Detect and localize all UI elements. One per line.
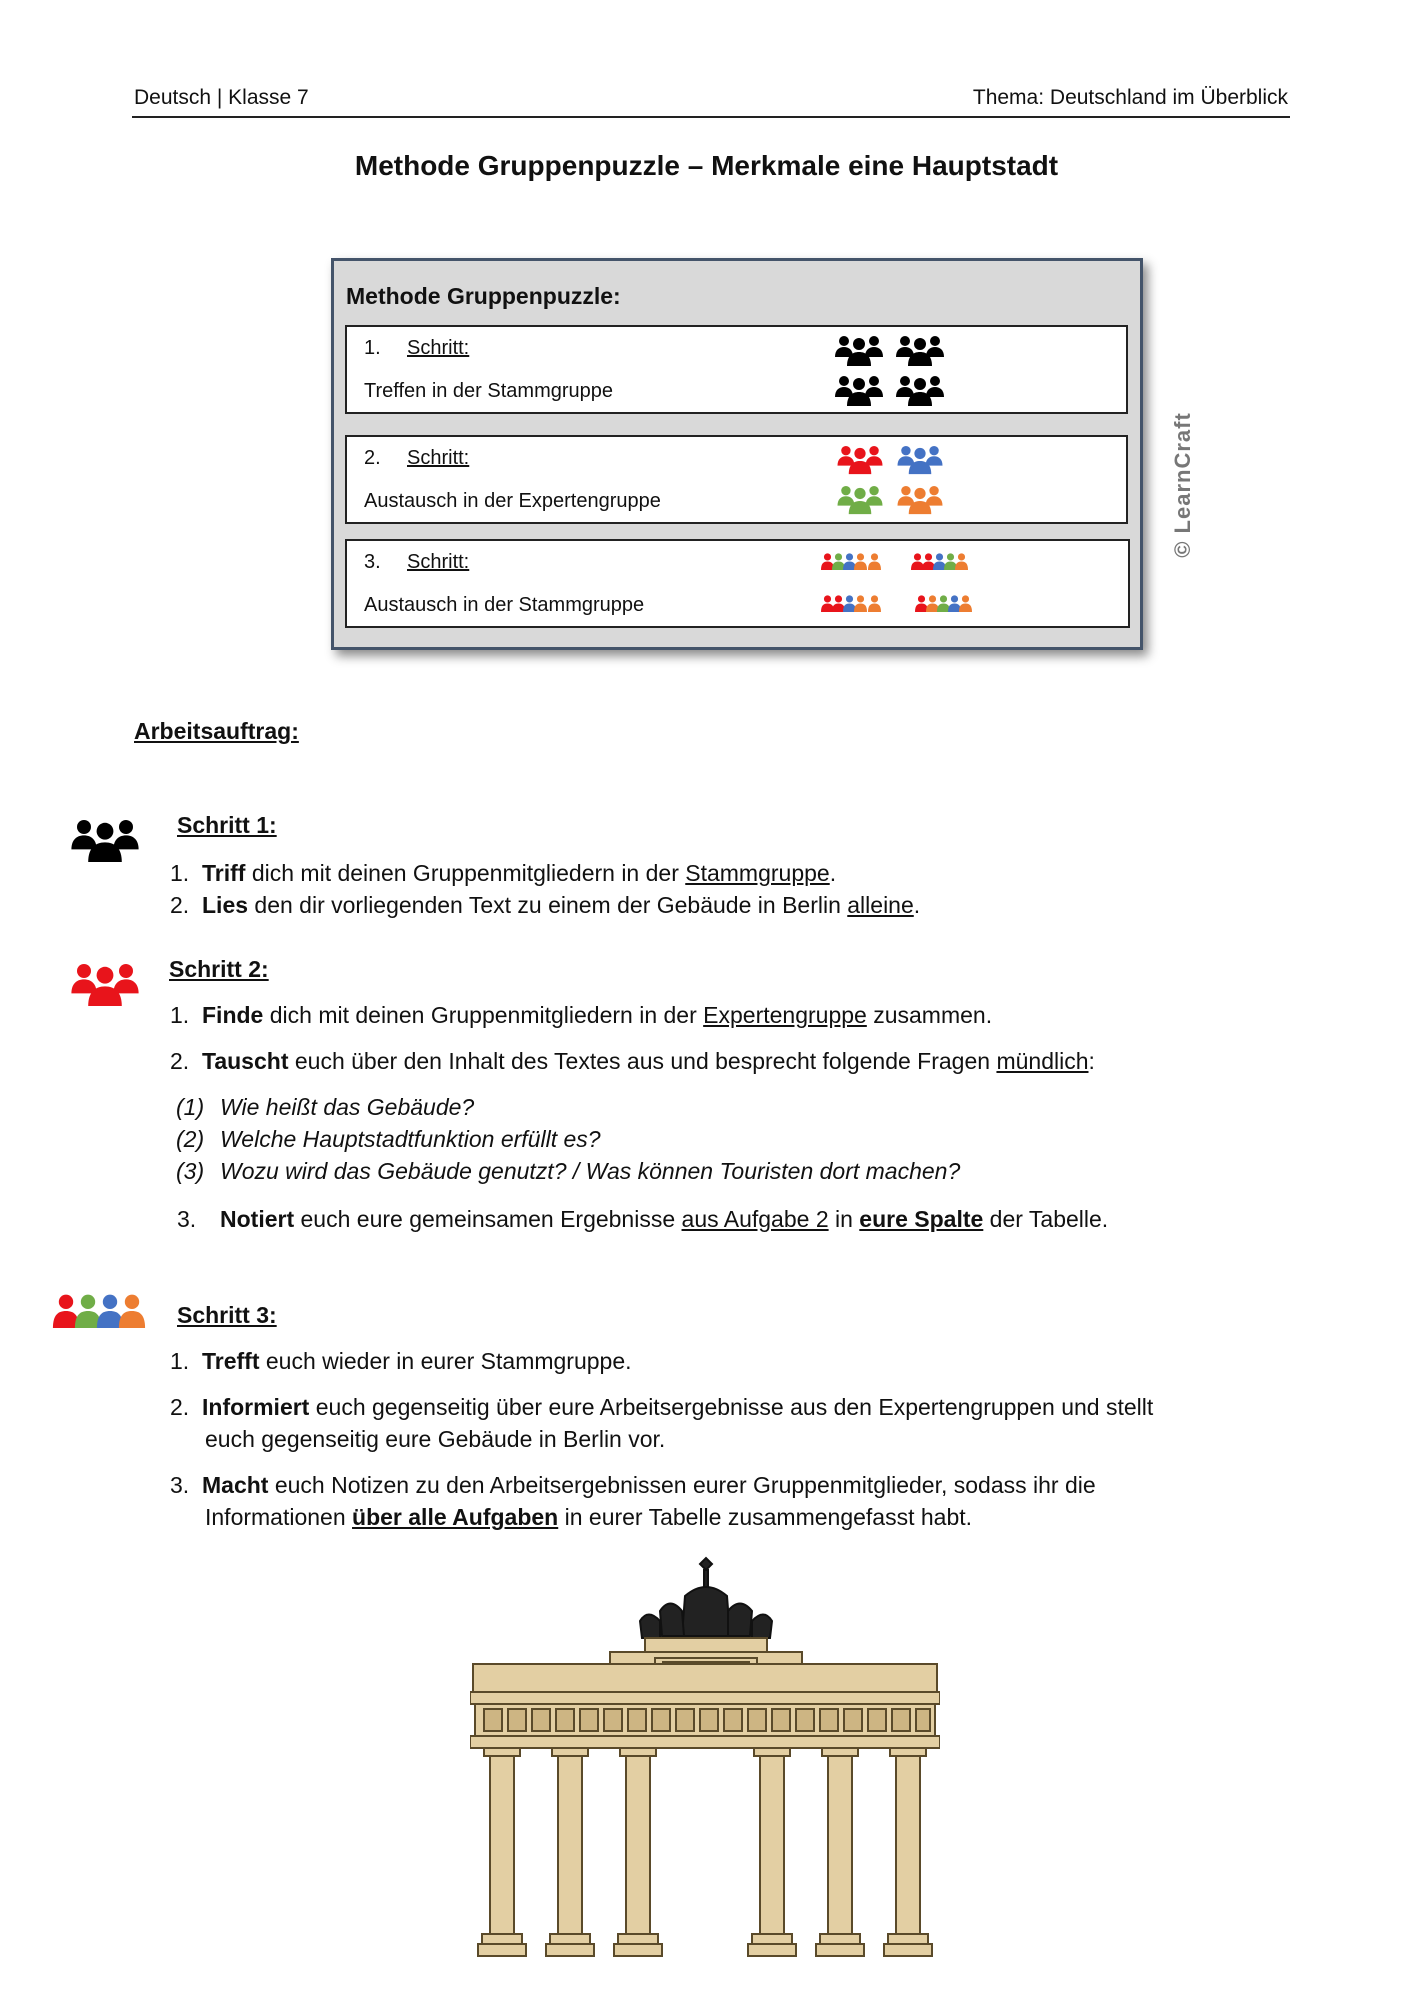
step2-item-1: 1. Finde dich mit deinen Gruppenmitgliedern in der Expertengruppe zusammen. — [170, 1002, 993, 1028]
step-number: 1. — [364, 337, 381, 359]
question-1: (1) Wie heißt das Gebäude? — [176, 1094, 475, 1120]
step-label: Schritt: — [407, 551, 470, 573]
step-label: Schritt: — [407, 337, 470, 359]
question-3: (3) Wozu wird das Gebäude genutzt? / Was können Touristen dort machen? — [176, 1158, 961, 1184]
group-icon-step3 — [52, 1294, 152, 1328]
step3-item-3-cont: Informationen über alle Aufgaben in eurer Tabelle zusammengefasst habt. — [205, 1504, 973, 1530]
step-number: 3. — [364, 551, 381, 573]
step2-item-3: 3. Notiert euch eure gemeinsamen Ergebnisse aus Aufgabe 2 in eure Spalte der Tabelle. — [177, 1206, 1109, 1232]
header-divider — [132, 116, 1290, 118]
step3-item-3: 3. Macht euch Notizen zu den Arbeitsergebnissen eurer Gruppenmitglieder, sodass ihr die — [170, 1472, 1096, 1498]
group-icon — [896, 445, 944, 475]
group-icon-step1 — [70, 818, 140, 864]
header-topic: Thema: Deutschland im Überblick — [972, 86, 1288, 109]
method-box — [331, 258, 1143, 650]
step3-item-2: 2. Informiert euch gegenseitig über eure Arbeitsergebnisse aus den Expertengruppen und stellt — [170, 1394, 1154, 1420]
group-icon — [836, 445, 884, 475]
task-heading: Arbeitsauftrag: — [134, 718, 299, 744]
group-icon — [896, 485, 944, 515]
method-step-3 — [345, 539, 1130, 628]
step2-item-2: 2. Tauscht euch über den Inhalt des Textes aus und besprecht folgende Fragen mündlich: — [170, 1048, 1095, 1074]
group-icon — [834, 375, 884, 407]
step-description: Treffen in der Stammgruppe — [364, 380, 614, 402]
step3-item-2-cont: euch gegenseitig eure Gebäude in Berlin vor. — [205, 1426, 666, 1452]
step2-heading: Schritt 2: — [169, 956, 269, 982]
group-icon — [834, 335, 884, 367]
step1-item-2: 2. Lies den dir vorliegenden Text zu einem der Gebäude in Berlin alleine. — [170, 892, 921, 918]
step3-item-1: 1. Trefft euch wieder in eurer Stammgruppe. — [170, 1348, 632, 1374]
group-icon-step2 — [70, 962, 140, 1008]
step3-heading: Schritt 3: — [177, 1302, 277, 1328]
step1-item-1: 1. Triff dich mit deinen Gruppenmitgliedern in der Stammgruppe. — [170, 860, 837, 886]
method-step-1 — [345, 325, 1128, 414]
step-number: 2. — [364, 447, 381, 469]
header-subject: Deutsch | Klasse 7 — [134, 86, 309, 109]
question-2: (2) Welche Hauptstadtfunktion erfüllt es? — [176, 1126, 601, 1152]
method-box-title: Methode Gruppenpuzzle: — [346, 283, 621, 309]
page-title: Methode Gruppenpuzzle – Merkmale eine Hauptstadt — [354, 150, 1059, 181]
group-icon — [895, 335, 945, 367]
step1-heading: Schritt 1: — [177, 812, 277, 838]
copyright-watermark: © LearnCraft — [1170, 412, 1195, 558]
step-label: Schritt: — [407, 447, 470, 469]
group-icon — [836, 485, 884, 515]
brandenburg-gate-illustration — [470, 1556, 940, 1976]
step-description: Austausch in der Expertengruppe — [364, 490, 661, 512]
step-description: Austausch in der Stammgruppe — [364, 594, 645, 616]
group-icon — [895, 375, 945, 407]
method-step-2 — [345, 435, 1128, 524]
